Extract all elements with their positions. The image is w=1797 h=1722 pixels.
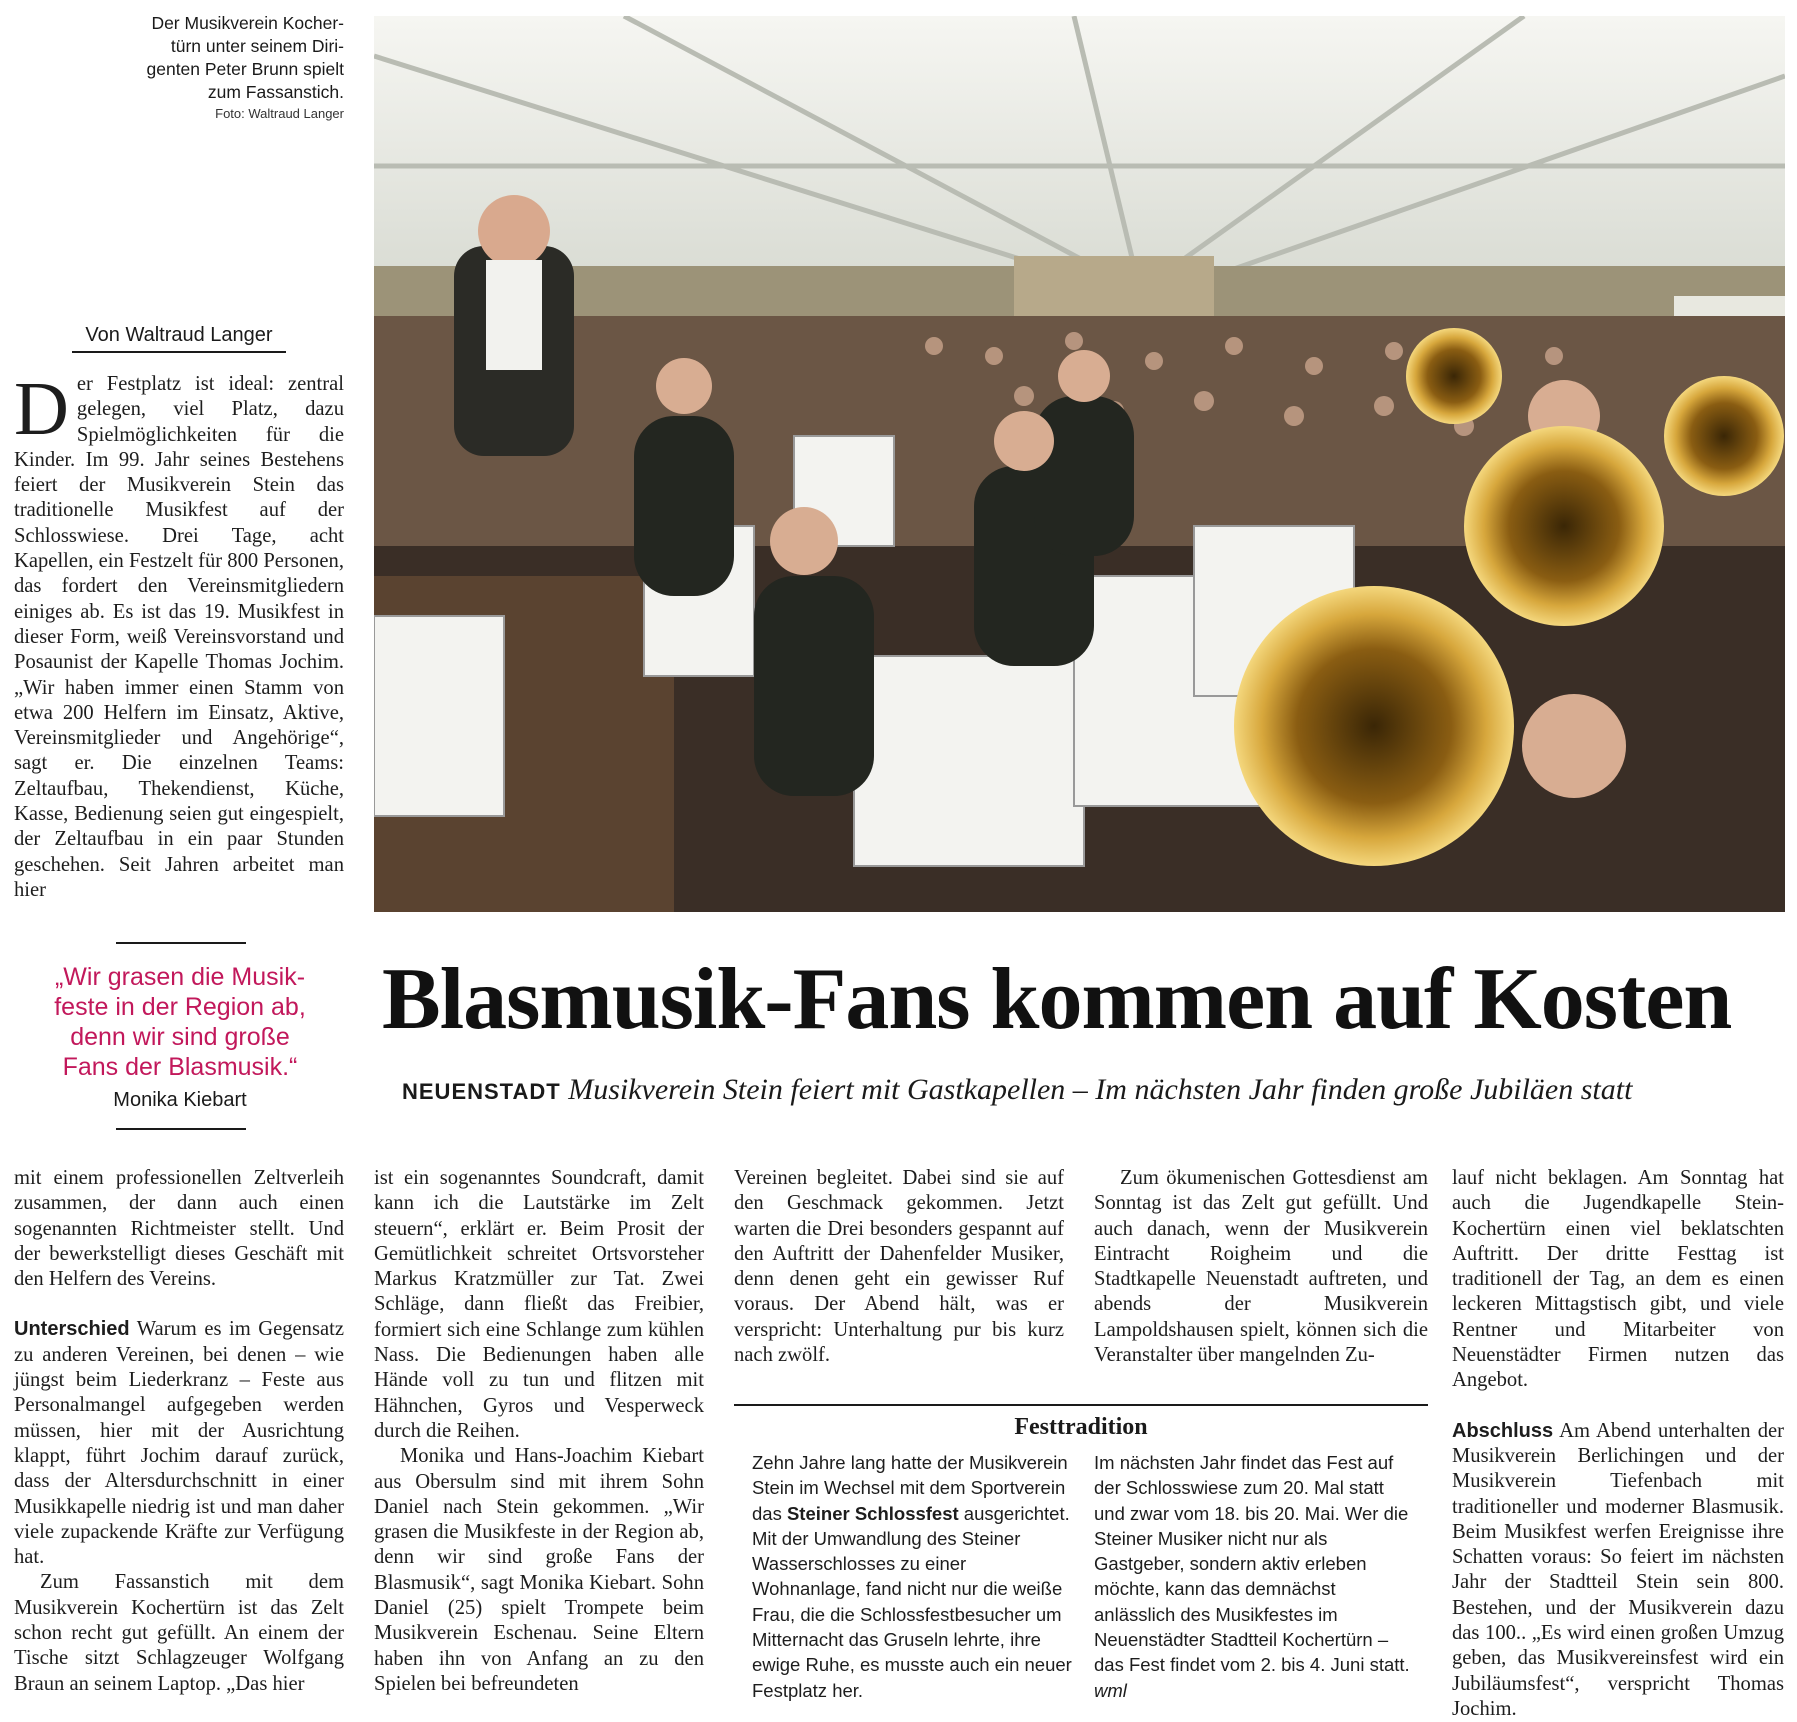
paragraph: Monika und Hans-Joachim Kiebart aus Obersulm sind mit ihrem Sohn Daniel nach Stein gekommen. „Wir grasen die Musikfeste in der Region ab, denn wir sind große Fans der Blasmusik“, sagt Monika Kiebart. Sohn Daniel (25) spielt Trompete beim Musikverein Eschenau. Seine Eltern haben ihn von Anfang an zu den Spielen bei befreundeten xyxy=(374,1445,704,1695)
lead-paragraph: er Festplatz ist ideal: zentral gelegen, viel Platz, dazu Spielmöglichkeiten für die Kinder. Im 99. Jahr seines Bestehens feiert der Musikverein Stein das traditionelle Musikfest auf der Schlosswiese. Drei Tage, acht Kapellen, ein Festzelt für 800 Personen, das fordert den Vereinsmitgliedern einiges ab. Es ist das 19. Musikfest in dieser Form, weiß Vereinsvorstand und Posaunist der Kapelle Thomas Jochim. „Wir haben immer einen Stamm von etwa 200 Helfern im Einsatz, Aktive, Vereinsmitglieder und Angehörige“, sagt er. Die einzelnen Teams: Zeltaufbau, Thekendienst, Küche, Kasse, Bedienung seien gut eingespielt, der Zeltaufbau in ein paar Stunden geschehen. Seit Jahren arbeitet man hier xyxy=(14,373,344,901)
pull-quote-line: „Wir grasen die Musik- xyxy=(54,963,306,991)
paragraph: Vereinen begleitet. Dabei sind sie auf den Geschmack gekommen. Jetzt warten die Drei besonders gespannt auf den Auftritt der Dahenfelder Musiker, denn denen geht ein gewisser Ruf voraus. Der Abend hält, was er verspricht: Unterhaltung pur bis kurz nach zwölf. xyxy=(734,1167,1064,1367)
author-byline: Von Waltraud Langer xyxy=(85,324,273,346)
caption-line: genten Peter Brunn spielt xyxy=(146,59,344,79)
headline: Blasmusik-Fans kommen auf Kosten xyxy=(382,951,1732,1048)
caption-line: zum Fassanstich. xyxy=(207,82,344,102)
paragraph: Warum es im Gegensatz zu anderen Vereinen, bei denen – wie jüngst beim Liederkranz – Feste aus Personalmangel aufgegeben werden müssen, hier mit der Ausrichtung klappt, führt Jochim darauf zurück, dass der Altersdurchschnitt in einer Musikkapelle niedrig ist und man daher viele zupackende Kräfte zur Verfügung hat. xyxy=(14,1318,344,1569)
subhead-unterschied: Unterschied xyxy=(14,1318,130,1341)
paragraph: mit einem professionellen Zeltverleih zusammen, der dann auch einen sogenannten Richtmeister stellt. Und der bewerkstelligt dieses Geschäft mit den Helfern des Vereins. xyxy=(14,1167,344,1291)
infobox-column-left xyxy=(752,1450,1072,1703)
photo-caption xyxy=(90,12,344,123)
infobox-title: Festtradition xyxy=(1014,1414,1148,1440)
article-column-3 xyxy=(734,1166,1064,1368)
dek: Musikverein Stein feiert mit Gastkapellen – Im nächsten Jahr finden große Jubiläen statt xyxy=(568,1073,1633,1106)
subhead-abschluss: Abschluss xyxy=(1452,1419,1554,1442)
caption-line: türn unter seinem Diri- xyxy=(170,36,344,56)
band-photo xyxy=(374,16,1785,912)
paragraph: Am Abend unterhalten der Musikverein Berlichingen und der Musikverein Tiefenbach mit traditioneller und moderner Blasmusik. Beim Musikfest werfen Ereignisse ihre Schatten voraus: So feiert im nächsten Jahr der Stadtteil Stein sein 800. Bestehen, und der Musikverein dazu das 100.. „Es wird einen großen Umzug geben, das Musikvereinsfest wird ein Jubiläumsfest“, verspricht Thomas Jochim. xyxy=(1452,1419,1784,1720)
infobox-text: Zehn Jahre lang hatte der Musikverein Stein im Wechsel mit dem Sportverein das xyxy=(752,1452,1068,1524)
pull-quote xyxy=(20,962,340,1082)
infobox-bold-text: Steiner Schlossfest xyxy=(786,1502,959,1524)
pull-quote-line: feste in der Region ab, xyxy=(54,993,306,1021)
article-column-2 xyxy=(374,1166,704,1697)
quote-bottom-rule xyxy=(116,1128,246,1130)
paragraph: Zum Fassanstich mit dem Musikverein Kochertürn ist das Zelt schon recht gut gefüllt. An einem der Tische sitzt Schlagzeuger Wolfgang Braun an seinem Laptop. „Das hier xyxy=(14,1571,344,1695)
pull-quote-line: Fans der Blasmusik.“ xyxy=(62,1053,298,1081)
article-column-1 xyxy=(14,1166,344,1697)
paragraph: lauf nicht beklagen. Am Sonntag hat auch die Jugendkapelle Stein-Kochertürn einen viel beklatschten Auftritt. Der dritte Festtag ist traditionell der Tag, an dem es einen leckeren Mittagstisch gibt, und viele Rentner und Mitarbeiter von Neuenstädter Firmen nutzen das Angebot. xyxy=(1452,1167,1784,1392)
paragraph: ist ein sogenanntes Soundcraft, damit kann ich die Lautstärke im Zelt steuern“, erklärt er. Beim Prosit der Gemütlichkeit schreitet Ortsvorsteher Markus Kratzmüller zur Tat. Zwei Schläge, dann fließt das Freibier, formiert sich eine Schlange zum kühlen Nass. Die Bedienungen haben alle Hände voll zu tun und flitzen mit Hähnchen, Gyros und Vesperweck durch die Reihen. xyxy=(374,1167,704,1442)
drop-cap: D xyxy=(14,367,69,451)
infobox-column-right xyxy=(1094,1450,1414,1703)
paragraph: Zum ökumenischen Gottesdienst am Sonntag ist das Zelt gut gefüllt. Und auch danach, wenn der Musikverein Eintracht Roigheim und die Stadtkapelle Neuenstadt auftreten, und abends der Musikverein Lampoldshausen spielt, können sich die Veranstalter über mangelnden Zu- xyxy=(1094,1167,1428,1367)
byline-rule xyxy=(72,351,286,353)
article-column-4 xyxy=(1094,1166,1428,1368)
caption-line: Der Musikverein Kocher- xyxy=(151,13,344,33)
infobox-text: ausgerichtet. Mit der Umwandlung des Steiner Wasserschlosses zu einer Wohnanlage, fand nicht nur die weiße Frau, die die Schlossfestbesucher um Mitternacht das Gruseln lehrte, ihre ewige Ruhe, es musste auch ein neuer Festplatz her. xyxy=(752,1502,1072,1701)
pull-quote-author: Monika Kiebart xyxy=(113,1089,247,1111)
photo-credit: Foto: Waltraud Langer xyxy=(215,106,344,121)
article-lead-column xyxy=(14,367,344,903)
article-column-5 xyxy=(1452,1166,1784,1722)
infobox-text: Im nächsten Jahr findet das Fest auf der Schlosswiese zum 20. Mal statt und zwar vom 18. bis 20. Mai. Wer die Steiner Musiker nicht nur als Gastgeber, sondern aktiv erleben möchte, kann das demnächst anlässlich des Musikfestes im Neuenstädter Stadtteil Kochertürn – das Fest findet vom 2. bis 4. Juni statt. xyxy=(1094,1452,1410,1676)
quote-top-rule xyxy=(116,942,246,944)
dateline: NEUENSTADT xyxy=(402,1079,561,1104)
dekline xyxy=(402,1070,1782,1112)
infobox-signature: wml xyxy=(1094,1679,1127,1701)
pull-quote-line: denn wir sind große xyxy=(70,1023,290,1051)
band-photo-illustration xyxy=(374,16,1785,912)
infobox-rule xyxy=(734,1404,1428,1406)
